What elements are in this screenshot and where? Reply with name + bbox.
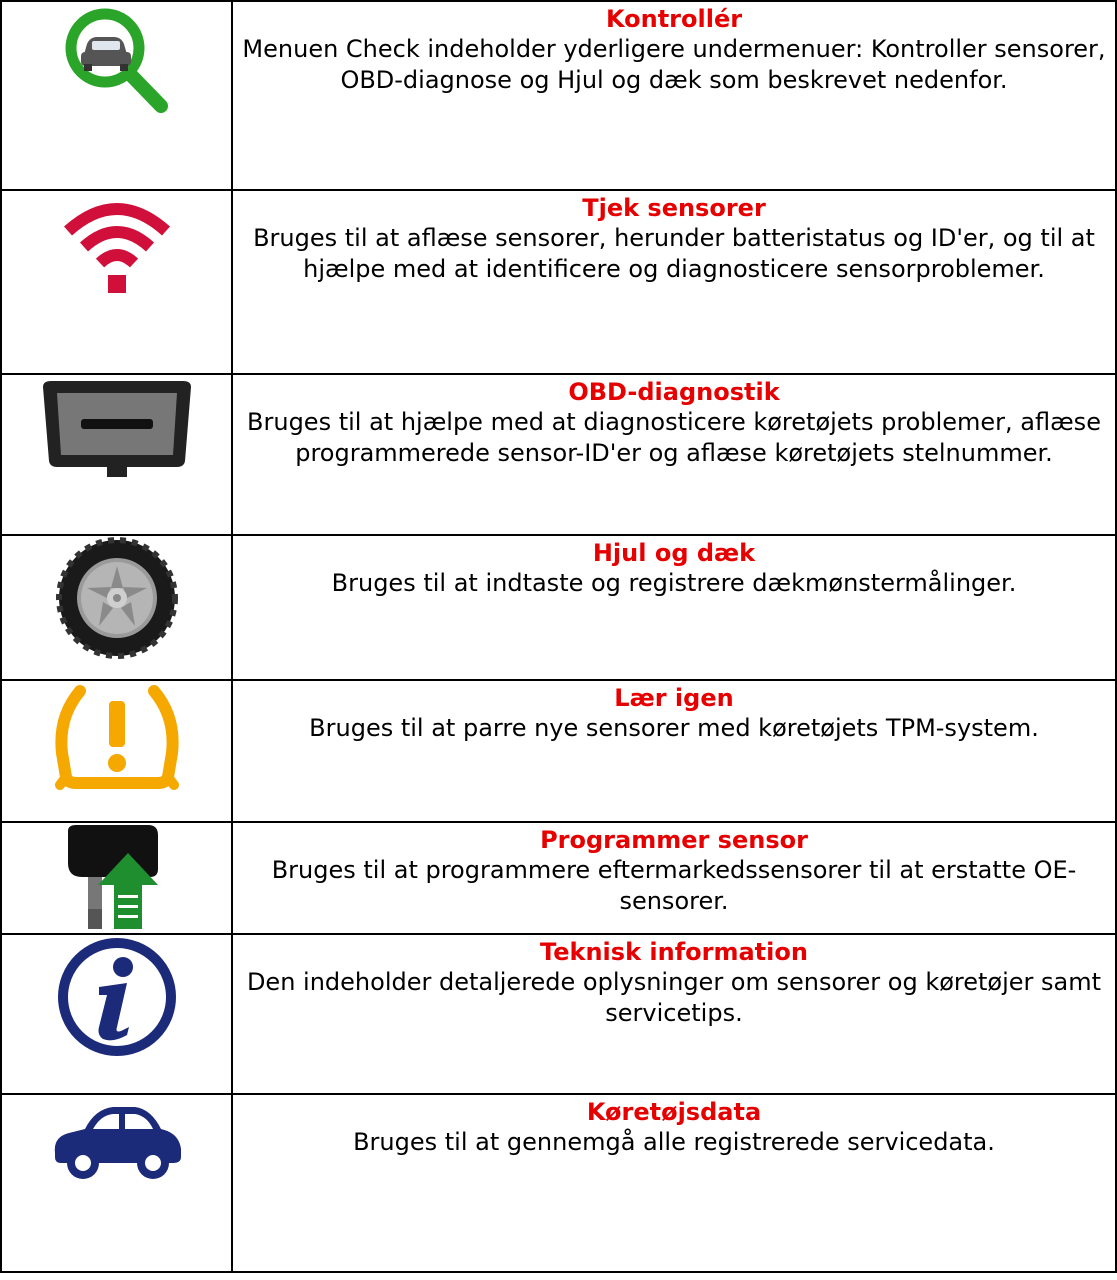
row-title: Teknisk information	[540, 938, 808, 966]
icon-cell	[1, 190, 232, 374]
row-description: Bruges til at hjælpe med at diagnosticere køretøjets problemer, aflæse programmerede sensor-ID'er og aflæse køretøjets stelnummer.	[247, 408, 1101, 467]
text-cell	[232, 190, 1116, 374]
row-title: Køretøjsdata	[586, 1098, 762, 1126]
row-title: Programmer sensor	[540, 826, 808, 854]
table-row	[1, 1094, 1116, 1272]
table-row	[1, 1, 1116, 190]
row-description: Bruges til at programmere eftermarkedssensorer til at erstatte OE-sensorer.	[271, 856, 1077, 915]
text-cell	[232, 934, 1116, 1094]
row-description: Menuen Check indeholder yderligere undermenuer: Kontroller sensorer, OBD-diagnose og Hjul og dæk som beskrevet nedenfor.	[242, 35, 1106, 94]
row-title: OBD-diagnostik	[568, 378, 780, 406]
tpms-warning-icon	[52, 681, 182, 791]
row-description: Bruges til at aflæse sensorer, herunder batteristatus og ID'er, og til at hjælpe med at identificere og diagnosticere sensorproblemer.	[253, 224, 1095, 283]
table-row	[1, 680, 1116, 822]
table-row	[1, 535, 1116, 680]
text-cell	[232, 1094, 1116, 1272]
magnifier-car-icon	[57, 2, 177, 122]
program-sensor-icon	[62, 823, 172, 933]
icon-cell	[1, 1, 232, 190]
row-description: Den indeholder detaljerede oplysninger om sensorer og køretøjer samt servicetips.	[246, 968, 1102, 1027]
table-row	[1, 934, 1116, 1094]
row-description: Bruges til at parre nye sensorer med køretøjets TPM-system.	[309, 714, 1039, 742]
row-title: Hjul og dæk	[592, 539, 756, 567]
text-cell	[232, 535, 1116, 680]
wheel-tire-icon	[55, 536, 179, 660]
row-description: Bruges til at indtaste og registrere dækmønstermålinger.	[331, 569, 1017, 597]
table-row	[1, 190, 1116, 374]
icon-cell	[1, 680, 232, 822]
icon-cell	[1, 535, 232, 680]
icon-cell	[1, 374, 232, 535]
row-title: Lær igen	[614, 684, 734, 712]
car-icon	[47, 1095, 187, 1185]
info-icon	[55, 935, 179, 1059]
text-cell	[232, 374, 1116, 535]
table-row	[1, 374, 1116, 535]
row-title: Tjek sensorer	[582, 194, 766, 222]
icon-cell	[1, 934, 232, 1094]
text-cell	[232, 680, 1116, 822]
row-description: Bruges til at gennemgå alle registrerede servicedata.	[353, 1128, 995, 1156]
table-row	[1, 822, 1116, 934]
icon-cell	[1, 1094, 232, 1272]
wireless-signal-icon	[62, 191, 172, 301]
icon-cell	[1, 822, 232, 934]
text-cell	[232, 822, 1116, 934]
row-title: Kontrollér	[605, 5, 743, 33]
obd-connector-icon	[37, 375, 197, 485]
text-cell	[232, 1, 1116, 190]
